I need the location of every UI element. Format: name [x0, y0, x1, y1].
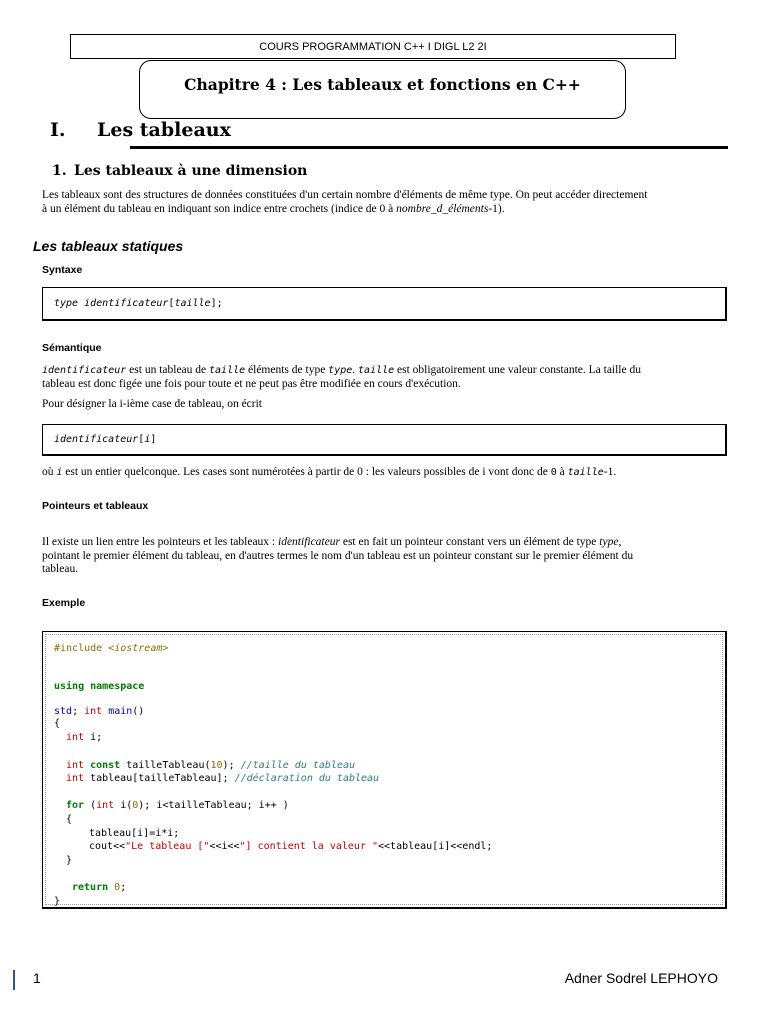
syntax-code: [54, 298, 223, 309]
code-line-include: [54, 643, 168, 655]
idx-taille: taille: [567, 467, 604, 478]
index-code-box: [42, 424, 727, 456]
sem-text: .: [352, 364, 359, 376]
ptr-text: est en fait un pointeur constant vers un élément de type: [339, 536, 600, 548]
intro-line-2: [42, 203, 728, 217]
subsection-heading: [52, 163, 307, 179]
exemple-label: Exemple: [42, 597, 86, 609]
code-line-brace-open: {: [54, 718, 61, 729]
code-type: type: [54, 298, 79, 309]
semantique-line-2: tableau est donc figée une fois pour toute et ne peut pas être modifiée en cours d'exécution.: [42, 377, 461, 390]
pointeurs-label: Pointeurs et tableaux: [42, 500, 149, 512]
code-header: <iostream>: [108, 643, 169, 654]
chapter-title-box: [139, 60, 626, 119]
code-int: int: [66, 732, 85, 743]
idx-text: : les valeurs possibles de i vont donc de: [362, 466, 551, 478]
pointeurs-line-2: pointant le premier élément du tableau, en d'autres termes le nom d'un tableau est un pointeur constant sur le premier élément du: [42, 549, 634, 562]
section-heading: [50, 119, 231, 141]
code-punct: ;: [72, 706, 85, 717]
code-identifier: identificateur: [54, 434, 139, 445]
ptr-type: type: [599, 536, 619, 548]
section-underline: [130, 146, 728, 149]
code-number: 10: [210, 760, 223, 771]
code-text: );: [222, 760, 241, 771]
idx-text: -1.: [603, 466, 617, 478]
intro-line-1: Les tableaux sont des structures de données constituées d'un certain nombre d'éléments de même type. On peut accéder directement: [42, 189, 648, 201]
code-line-main: [54, 706, 144, 718]
code-line-taille: [66, 760, 355, 772]
idx-text: est un entier quelconque. Les cases sont numérotées à partir de: [62, 466, 358, 478]
index-range-paragraph: [42, 466, 728, 480]
code-text: <<i<<: [209, 841, 240, 852]
code-comment: //taille du tableau: [240, 760, 355, 771]
page-number: 1: [33, 970, 41, 986]
example-code-block: [42, 631, 727, 909]
code-text: ); i<tailleTableau; i++ ): [138, 800, 289, 811]
ptr-text: ,: [618, 536, 622, 548]
subsection-number: 1.: [52, 163, 67, 179]
code-comment: //déclaration du tableau: [234, 773, 380, 784]
sem-type: type: [328, 365, 353, 376]
code-for: for: [66, 800, 85, 811]
code-text: cout<<: [89, 841, 126, 852]
sem-text: éléments de type: [245, 364, 329, 376]
semantique-label: Sémantique: [42, 342, 102, 354]
code-line-brace-close: }: [54, 896, 61, 907]
code-line-using: [54, 681, 144, 693]
code-include: #include: [54, 643, 109, 654]
code-int: int: [66, 760, 85, 771]
code-number: 0: [132, 800, 139, 811]
code-line-inner-open: {: [66, 814, 73, 825]
code-punct: (): [132, 706, 145, 717]
sem-text: est un tableau de: [126, 364, 210, 376]
ptr-text: Il existe un lien entre les pointeurs et les tableaux :: [42, 536, 278, 548]
code-std: std: [54, 706, 73, 717]
code-int: int: [66, 773, 85, 784]
code-text: tailleTableau(: [120, 760, 211, 771]
sem-taille: taille: [209, 365, 246, 376]
code-index: i: [144, 434, 151, 445]
index-code: [54, 434, 156, 445]
code-line-assign: tableau[i]=i*i;: [89, 828, 180, 839]
code-bracket: ];: [210, 298, 223, 309]
code-taille: taille: [174, 298, 211, 309]
code-line-tableau: [66, 773, 379, 785]
intro-text: à un élément du tableau en indiquant son indice entre crochets (indice de: [42, 202, 380, 215]
semantique-line-3: Pour désigner la i-ième case de tableau, on écrit: [42, 398, 263, 410]
course-header: [70, 34, 676, 59]
sem-ident: identificateur: [42, 365, 127, 376]
idx-zero-mono: 0: [550, 467, 557, 478]
code-using: using namespace: [54, 681, 145, 692]
intro-text: -1).: [488, 202, 505, 215]
pointeurs-line-1: [42, 536, 728, 550]
idx-text: à: [556, 466, 568, 478]
code-int: int: [84, 706, 103, 717]
code-text: i(: [114, 800, 133, 811]
intro-paragraph: [42, 189, 728, 216]
semantique-paragraph: [42, 364, 728, 412]
code-text: ;: [120, 882, 127, 893]
code-string: "] contient la valeur ": [239, 841, 379, 852]
code-bracket: [: [168, 298, 175, 309]
footer-accent-bar: [13, 970, 15, 990]
idx-text: où: [42, 466, 57, 478]
code-const: const: [84, 760, 121, 771]
code-text: tableau[tailleTableau];: [84, 773, 235, 784]
code-int: int: [96, 800, 115, 811]
pointeurs-paragraph: [42, 536, 728, 577]
idx-zero: 0: [357, 466, 363, 478]
code-return: return: [72, 882, 109, 893]
intro-zero: 0: [379, 202, 386, 215]
code-line-decl-i: [66, 732, 102, 744]
idx-i: i: [56, 467, 63, 478]
code-text: <<tableau[i]<<endl;: [378, 841, 493, 852]
code-bracket: ]: [150, 434, 157, 445]
code-identifier: identificateur: [78, 298, 169, 309]
syntax-code-box: [42, 287, 727, 321]
code-text: i;: [84, 732, 103, 743]
semantique-line-1: [42, 364, 728, 378]
code-string: "Le tableau [": [125, 841, 210, 852]
code-bracket: [: [138, 434, 145, 445]
chapter-title: Chapitre 4 : Les tableaux et fonctions en C++: [184, 75, 581, 94]
section-number: I.: [50, 119, 66, 141]
sem-taille: taille: [358, 365, 395, 376]
intro-text: à: [385, 202, 397, 215]
course-header-text: COURS PROGRAMMATION C++ I DIGL L2 2I: [259, 40, 487, 53]
code-line-inner-close: }: [66, 855, 73, 866]
section-title: Les tableaux: [97, 119, 231, 141]
code-line-for: [66, 800, 289, 812]
pointeurs-line-3: tableau.: [42, 563, 79, 575]
code-line-return: [72, 882, 126, 894]
code-text: (: [84, 800, 97, 811]
subsection-title: Les tableaux à une dimension: [74, 163, 308, 179]
code-number: 0: [114, 882, 121, 893]
code-line-cout: [89, 841, 492, 853]
syntaxe-label: Syntaxe: [42, 264, 83, 276]
code-main: main: [102, 706, 133, 717]
author-name: Adner Sodrel LEPHOYO: [564, 970, 718, 986]
ptr-ident: identificateur: [278, 536, 340, 548]
intro-italic: nombre_d_éléments: [396, 202, 489, 215]
static-arrays-heading: Les tableaux statiques: [33, 238, 184, 254]
sem-text: est obligatoirement une valeur constante. La taille du: [394, 364, 641, 376]
